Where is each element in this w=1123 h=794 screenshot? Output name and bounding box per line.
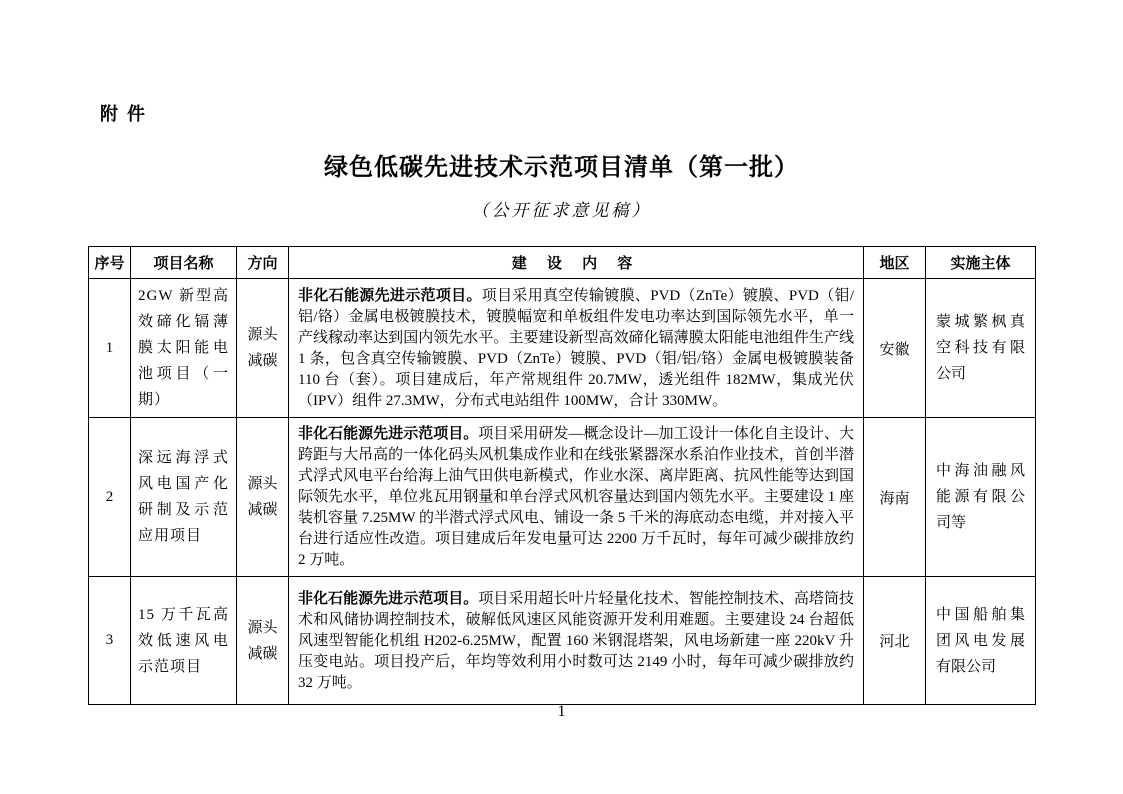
project-direction: 源头减碳 [237, 418, 289, 577]
project-content-body: 项目采用真空传输镀膜、PVD（ZnTe）镀膜、PVD（钼/铝/铬）金属电极镀膜技术，镀膜幅宽和单板组件发电功率达到国际领先水平，单一产线稼动率达到国内领先水平。主要建设新型高效碲化镉薄膜太阳能电池组件生产线 1 条，包含真空传输镀膜、PVD（ZnTe）镀膜、PVD（钼/铝/铬）金属电极镀膜装备 110 台（套）。项目建成后，年产常规组件 20.7MW，透光组件 182MW，集成光伏（IPV）组件 27.3MW，分布式电站组件 100MW，合计 330MW。 [298, 287, 854, 409]
row-index: 3 [89, 577, 131, 705]
project-content-lead: 非化石能源先进示范项目。 [298, 589, 479, 607]
table-row [89, 418, 1036, 577]
row-index: 2 [89, 418, 131, 577]
page-number: 1 [557, 703, 566, 720]
project-entity: 中海油融风能源有限公司等 [926, 418, 1036, 577]
project-name: 深远海浮式风电国产化研制及示范应用项目 [131, 418, 237, 577]
table-row [89, 577, 1036, 705]
project-entity: 蒙城繁枫真空科技有限公司 [926, 279, 1036, 418]
project-entity: 中国船舶集团风电发展有限公司 [926, 577, 1036, 705]
project-content [289, 577, 864, 705]
project-content [289, 279, 864, 418]
project-region: 海南 [864, 418, 926, 577]
header-direction: 方向 [237, 247, 289, 279]
header-project-name: 项目名称 [131, 247, 237, 279]
header-content: 建 设 内 容 [289, 247, 864, 279]
project-direction: 源头减碳 [237, 279, 289, 418]
project-region: 安徽 [864, 279, 926, 418]
project-region: 河北 [864, 577, 926, 705]
header-region: 地区 [864, 247, 926, 279]
project-name: 15 万千瓦高效低速风电示范项目 [131, 577, 237, 705]
document-subtitle: （公开征求意见稿） [471, 201, 652, 220]
attachment-label: 附 件 [100, 104, 148, 124]
project-content-lead: 非化石能源先进示范项目。 [298, 286, 482, 304]
project-name: 2GW 新型高效碲化镉薄膜太阳能电池项目（一期） [131, 279, 237, 418]
project-content-body: 项目采用研发—概念设计—加工设计一体化自主设计、大跨距与大吊高的一体化码头风机集成作业和在线张紧器深水系泊作业技术，首创半潜式浮式风电平台给海上油气田供电新模式，作业水深、离岸距离、抗风性能等达到国际领先水平，单位兆瓦用钢量和单台浮式风机容量达到国内领先水平。主要建设 1 座装机容量 7.25MW 的半潜式浮式风电、铺设一条 5 千米的海底动态电缆，并对接入平台进行适应性改造。项目建成后年发电量可达 2200 万千瓦时，每年可减少碳排放约 2 万吨。 [298, 426, 854, 568]
row-index: 1 [89, 279, 131, 418]
document-title: 绿色低碳先进技术示范项目清单（第一批） [324, 155, 799, 181]
project-content-body: 项目采用超长叶片轻量化技术、智能控制技术、高塔筒技术和风储协调控制技术，破解低风速区风能资源开发利用难题。主要建设 24 台超低风速型智能化机组 H202-6.25MW，配置 160 米钢混塔架，风电场新建一座 220kV 升压变电站。项目投产后，年均等效利用小时数可达 2149 小时，每年可减少碳排放约 32 万吨。 [298, 590, 854, 691]
table-header-row [89, 247, 1036, 279]
projects-table [88, 246, 1036, 705]
header-entity: 实施主体 [926, 247, 1036, 279]
table-row [89, 279, 1036, 418]
project-content-lead: 非化石能源先进示范项目。 [298, 425, 479, 442]
project-content [289, 418, 864, 577]
project-direction: 源头减碳 [237, 577, 289, 705]
header-index: 序号 [89, 247, 131, 279]
